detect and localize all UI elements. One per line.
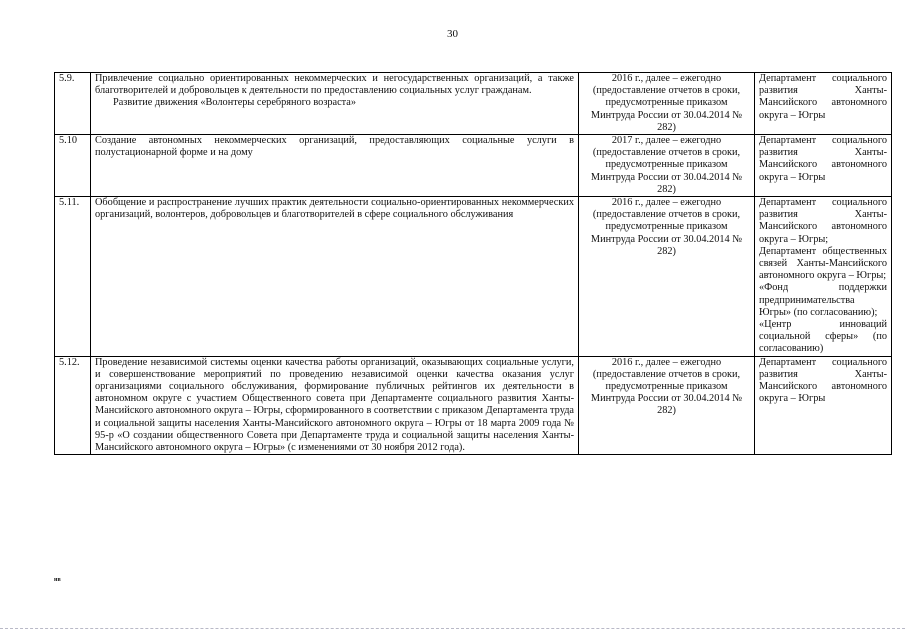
responsible-cell <box>755 135 892 197</box>
activity-cell <box>91 135 579 197</box>
activity-text: Создание автономных некоммерческих организаций, предоставляющих социальные услуги в полустационарной форме и на дому <box>95 135 574 159</box>
activity-subitem: Развитие движения «Волонтеры серебряного возраста» <box>113 97 357 109</box>
table-row <box>55 135 892 197</box>
responsible-entry: Департамент социального развития Ханты-Мансийского автономного округа – Югры <box>759 135 887 183</box>
page-number: 30 <box>447 28 458 40</box>
responsible-entry: «Центр инноваций социальной сферы» (по согласованию) <box>759 319 887 355</box>
responsible-cell <box>755 356 892 455</box>
activity-cell <box>91 356 579 455</box>
responsible-entry: «Фонд поддержки предпринимательства Югры» (по согласованию); <box>759 282 887 318</box>
activity-text: Проведение независимой системы оценки качества работы организаций, оказывающих социальные услуги, и совершенствование мероприятий по проведению независимой оценки качества оказания услуг организациями социального обслуживания, формирование публичных рейтингов их деятельности в автономном округе с участием Общественного совета при Департаменте социального развития Ханты-Мансийского автономного округа – Югры, сформированного в соответствии с приказом Департамента труда и социальной защиты населения Ханты-Мансийского автономного округа – Югры от 18 марта 2009 года № 95-р «О создании общественного Совета при Департаменте труда и социальной защиты населения Ханты-Мансийского автономного округа – Югры» (с изменениями от 30 ноября 2012 года). <box>95 356 574 454</box>
row-number: 5.10 <box>55 135 91 197</box>
responsible-entry: Департамент общественных связей Ханты-Мансийского автономного округа – Югры; <box>759 245 887 282</box>
term-cell: 2016 г., далее – ежегодно (предоставление отчетов в сроки, предусмотренные приказом Минтруда России от 30.04.2014 № 282) <box>579 197 755 357</box>
responsible-entry: Департамент социального развития Ханты-Мансийского автономного округа – Югры <box>759 356 887 405</box>
activity-text: Привлечение социально ориентированных некоммерческих и негосударственных организаций, а также благотворителей и добровольцев к деятельности по предоставлению социальных услуг гражданам. <box>95 73 574 97</box>
row-number: 5.9. <box>55 73 91 135</box>
term-cell: 2016 г., далее – ежегодно (предоставление отчетов в сроки, предусмотренные приказом Минтруда России от 30.04.2014 № 282) <box>579 356 755 455</box>
activity-text: Обобщение и распространение лучших практик деятельности социально-ориентированных некоммерческих организаций, волонтеров, добровольцев и благотворителей в сфере социального обслуживания <box>95 197 574 221</box>
measures-table <box>54 72 892 455</box>
table-row <box>55 356 892 455</box>
activity-cell <box>91 197 579 357</box>
responsible-cell <box>755 73 892 135</box>
responsible-entry: Департамент социального развития Ханты-Мансийского автономного округа – Югры <box>759 73 887 121</box>
row-number: 5.12. <box>55 356 91 455</box>
scan-edge-divider <box>0 628 905 630</box>
footer-marker: нв <box>54 577 61 583</box>
term-cell: 2016 г., далее – ежегодно (предоставление отчетов в сроки, предусмотренные приказом Минтруда России от 30.04.2014 № 282) <box>579 73 755 135</box>
table-row <box>55 73 892 135</box>
term-cell: 2017 г., далее – ежегодно (предоставление отчетов в сроки, предусмотренные приказом Минтруда России от 30.04.2014 № 282) <box>579 135 755 197</box>
table-row <box>55 197 892 357</box>
responsible-entry: Департамент социального развития Ханты-Мансийского автономного округа – Югры; <box>759 197 887 245</box>
responsible-cell <box>755 197 892 357</box>
row-number: 5.11. <box>55 197 91 357</box>
activity-cell <box>91 73 579 135</box>
